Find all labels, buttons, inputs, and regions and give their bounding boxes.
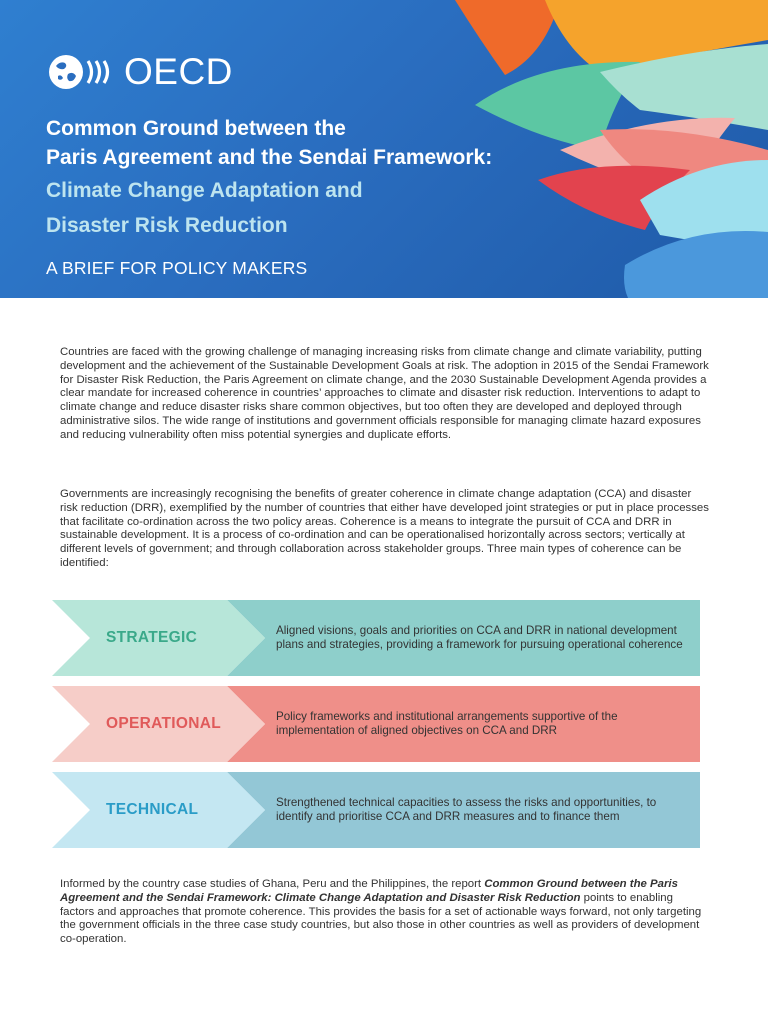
band-description-strategic: Aligned visions, goals and priorities on CCA and DRR in national development plans and strategies, providing a framework for pursuing operational coherence	[276, 624, 683, 651]
swirl-orange-dark	[455, 0, 560, 75]
closing-lead: Informed by the country case studies of Ghana, Peru and the Philippines, the report	[60, 878, 485, 890]
band-description-operational: Policy frameworks and institutional arrangements supportive of the implementation of aligned objectives on CCA and DRR	[276, 710, 618, 737]
oecd-logo	[46, 52, 233, 92]
band-label-strategic: STRATEGIC	[106, 629, 198, 646]
logo-text: OECD	[124, 51, 233, 92]
coherence-band-operational	[52, 686, 700, 762]
band-label-technical: TECHNICAL	[106, 801, 199, 818]
closing-tail: points to enabling factors and approaches that promote coherence. This provides the basis for a set of actionable ways forward, not only targeting the government officials in the three case study countries, but also those in other countries as well as providers of development co-operation.	[60, 891, 702, 946]
title-line-2: Paris Agreement and the Sendai Framework:	[46, 146, 493, 169]
coherence-band-technical	[52, 772, 700, 848]
report-title: Common Ground between the Paris Agreement and the Sendai Framework: Climate Change Adaptation and Disaster Risk Reduction	[60, 878, 678, 904]
band-description-technical: Strengthened technical capacities to assess the risks and opportunities, to identify and prioritise CCA and DRR measures and to finance them	[276, 796, 657, 823]
coherence-band-strategic	[52, 600, 700, 676]
cover-header	[0, 0, 768, 298]
intro-paragraph-2: Governments are increasingly recognising the benefits of greater coherence in climate change adaptation (CCA) and disaster risk reduction (DRR), exemplified by the number of countries that either have developed joint strategies or put in place processes that facilitate co-ordination across the two policy areas. Coherence is a means to integrate the pursuit of CCA and DRR in sustainable development. It is a process of co-ordination and can be operationalised horizontally across sectors; vertically at different levels of government; and through collaboration across stakeholder groups. Three main types of coherence can be identified:	[60, 488, 709, 569]
swirl-mid-blue	[624, 231, 768, 298]
intro-paragraph-1: Countries are faced with the growing challenge of managing increasing risks from climate change and climate variability, putting development and the achievement of the Sustainable Development Goals at risk. The adoption in 2015 of the Sendai Framework for Disaster Risk Reduction, the Paris Agreement on climate change, and the 2030 Sustainable Development Agenda provides a clear mandate for increased coherence in countries’ approaches to climate and disaster risk reduction. Interventions to adapt to climate change and reduce disaster risks share common objectives, but too often they are developed and deployed through administrative silos. The wide range of institutions and government officials responsible for managing climate hazard exposures and reducing vulnerability often miss potential synergies and duplicate efforts.	[60, 346, 709, 441]
closing-paragraph	[60, 878, 710, 947]
tagline: A BRIEF FOR POLICY MAKERS	[46, 258, 308, 278]
subtitle-line-1: Climate Change Adaptation and	[46, 179, 363, 202]
subtitle-line-2: Disaster Risk Reduction	[46, 214, 288, 237]
title-line-1: Common Ground between the	[46, 117, 346, 140]
title-block	[46, 114, 566, 279]
band-label-operational: OPERATIONAL	[106, 715, 221, 732]
globe-icon	[46, 52, 118, 92]
